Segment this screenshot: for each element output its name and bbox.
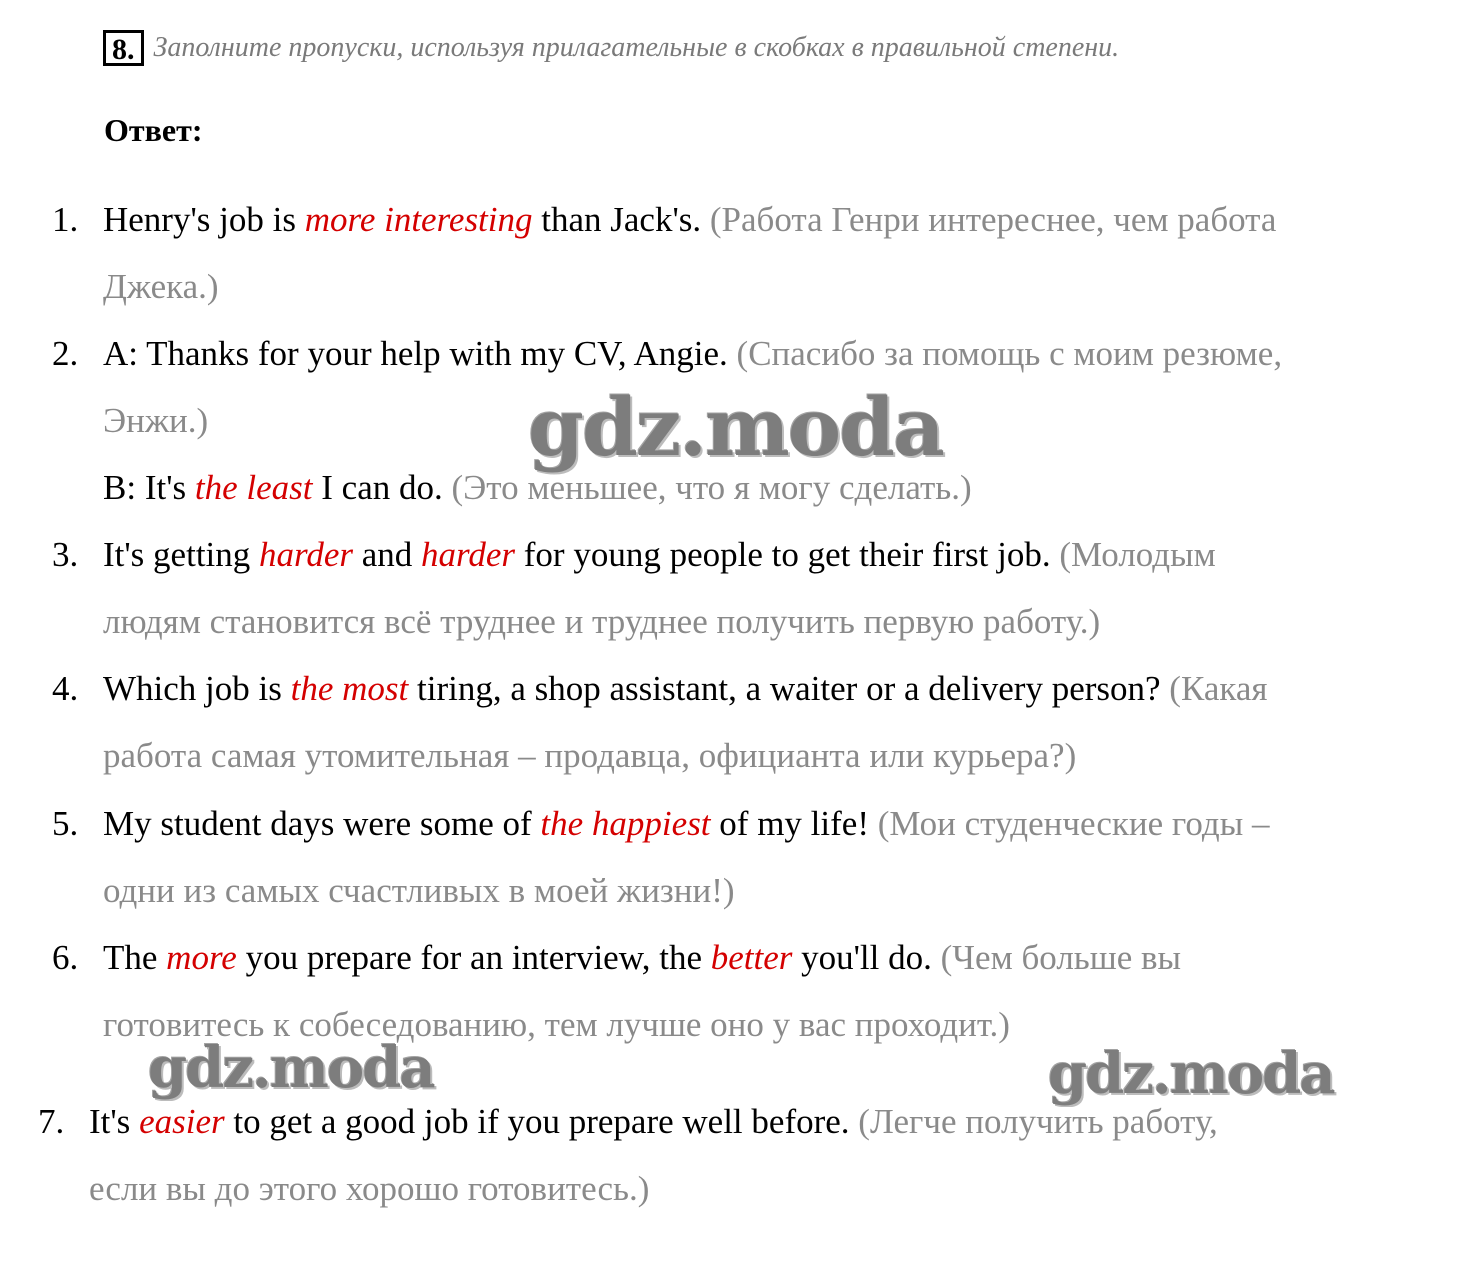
answer-word: better — [710, 938, 793, 977]
sentence-text: to get a good job if you prepare well before. — [224, 1102, 859, 1141]
sentence-text: The — [103, 938, 167, 977]
sentence-text: than Jack's. — [532, 200, 710, 239]
translation-text: (Работа Генри интереснее, чем работа — [709, 200, 1277, 239]
sentence-text: It's — [89, 1102, 140, 1141]
answer-word: the least — [194, 468, 313, 507]
sentence-text: A: Thanks for your help with my CV, Angie. — [103, 334, 737, 373]
item-number: 3. — [52, 535, 79, 574]
translation-text: работа самая утомительная – продавца, официанта или курьера?) — [103, 736, 1077, 775]
translation-text: (Это меньшее, что я могу сделать.) — [451, 468, 972, 507]
translation-text: (Мои студенческие годы – — [877, 804, 1270, 843]
item-line — [103, 802, 1269, 846]
item-number: 6. — [52, 938, 79, 977]
item-number: 1. — [52, 200, 79, 239]
answer-word: the most — [290, 669, 409, 708]
task-number: 8. — [103, 30, 144, 66]
translation-text: готовитесь к собеседованию, тем лучше оно у вас проходит.) — [103, 1005, 1010, 1044]
sentence-text: B: It's — [103, 468, 195, 507]
item-number: 2. — [52, 334, 79, 373]
translation-text: (Спасибо за помощь с моим резюме, — [736, 334, 1283, 373]
watermark-logo: gdz.moda — [528, 380, 943, 474]
sentence-text: and — [353, 535, 422, 574]
translation-text: (Легче получить работу, — [858, 1102, 1218, 1141]
sentence-text: My student days were some of — [103, 804, 541, 843]
item-line — [103, 533, 1216, 577]
task-instruction: Заполните пропуски, используя прилагательные в скобках в правильной степени. — [153, 32, 1120, 63]
item-line — [103, 198, 1276, 242]
translation-text: если вы до этого хорошо готовитесь.) — [89, 1169, 650, 1208]
watermark-logo: gdz.moda — [1048, 1041, 1334, 1107]
sentence-text: of my life! — [710, 804, 878, 843]
sentence-text: you'll do. — [792, 938, 941, 977]
item-line — [103, 936, 1181, 980]
sentence-text: Which job is — [103, 669, 291, 708]
watermark-logo: gdz.moda — [148, 1035, 434, 1101]
translation-text: Энжи.) — [103, 401, 209, 440]
item-number: 5. — [52, 804, 79, 843]
sentence-text: It's getting — [103, 535, 260, 574]
sentence-text: for young people to get their first job. — [515, 535, 1060, 574]
item-line — [103, 332, 1282, 376]
item-number: 7. — [38, 1102, 65, 1141]
answer-word: harder — [421, 535, 516, 574]
translation-text: (Какая — [1169, 669, 1268, 708]
translation-text: людям становится всё труднее и труднее получить первую работу.) — [103, 602, 1101, 641]
sentence-text: you prepare for an interview, the — [236, 938, 711, 977]
translation-text: Джека.) — [103, 267, 219, 306]
answer-word: the happiest — [540, 804, 711, 843]
answer-word: more interesting — [304, 200, 533, 239]
translation-text: одни из самых счастливых в моей жизни!) — [103, 871, 735, 910]
translation-text: (Чем больше вы — [940, 938, 1182, 977]
sentence-text: Henry's job is — [103, 200, 305, 239]
task-header — [103, 30, 1119, 66]
answer-label: Ответ: — [104, 112, 203, 148]
item-line — [103, 667, 1267, 711]
answer-word: more — [166, 938, 237, 977]
sentence-text: I can do. — [312, 468, 452, 507]
sentence-text: tiring, a shop assistant, a waiter or a delivery person? — [408, 669, 1170, 708]
answer-word: harder — [259, 535, 353, 574]
answer-word: easier — [139, 1102, 225, 1141]
translation-text: (Молодым — [1059, 535, 1216, 574]
item-number: 4. — [52, 669, 79, 708]
